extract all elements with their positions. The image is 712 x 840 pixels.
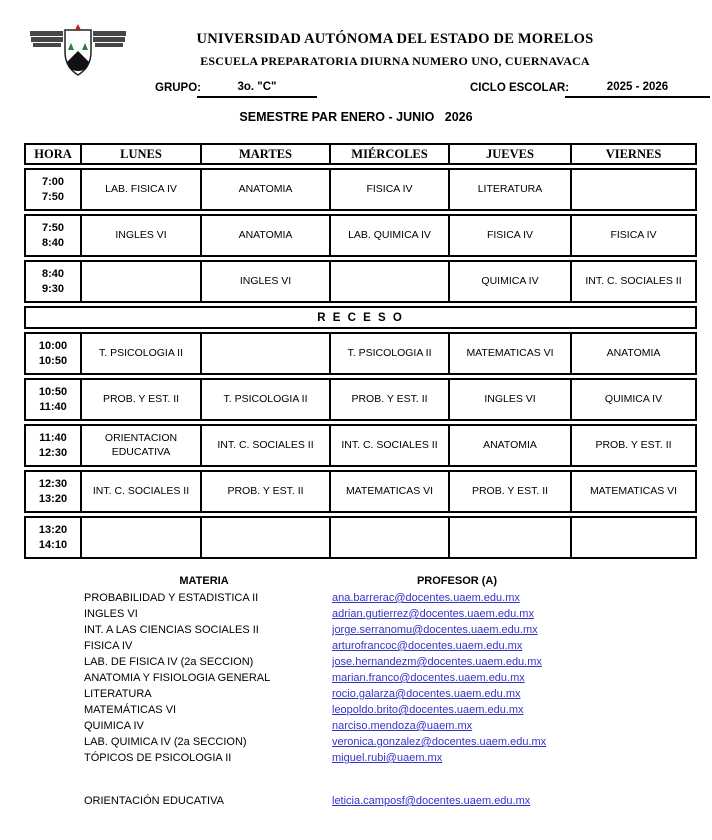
schedule-row [24, 470, 697, 513]
schedule-cell: ANATOMIA [571, 332, 697, 375]
schedule-cell: MATEMATICAS VI [571, 470, 697, 513]
time-cell: 12:30 13:20 [24, 470, 81, 513]
schedule-row [24, 378, 697, 421]
professor-email-link[interactable]: jose.hernandezm@docentes.uaem.edu.mx [332, 656, 542, 668]
faculty-row [0, 704, 712, 720]
faculty-row [0, 672, 712, 688]
schedule-cell: ANATOMIA [201, 214, 330, 257]
schedule-cell: INGLES VI [201, 260, 330, 303]
schedule-cell: PROB. Y EST. II [330, 378, 449, 421]
grupo-label: GRUPO: [155, 82, 201, 94]
schedule-cell [201, 332, 330, 375]
schedule-cell [201, 516, 330, 559]
faculty-list [0, 575, 712, 811]
schedule-row [24, 214, 697, 257]
schedule-table [24, 140, 697, 562]
column-header-hora: HORA [24, 143, 81, 165]
time-cell: 13:20 14:10 [24, 516, 81, 559]
professor-email-link[interactable]: rocio.galarza@docentes.uaem.edu.mx [332, 688, 521, 700]
materia-name: FISICA IV [84, 640, 133, 652]
schedule-cell [571, 516, 697, 559]
schedule-cell: QUIMICA IV [571, 378, 697, 421]
schedule-cell: T. PSICOLOGIA II [201, 378, 330, 421]
schedule-cell [449, 516, 571, 559]
materia-name: ANATOMIA Y FISIOLOGIA GENERAL [84, 672, 271, 684]
materia-name: LAB. DE FISICA IV (2a SECCION) [84, 656, 254, 668]
materia-header: MATERIA [179, 575, 229, 587]
schedule-cell: LAB. QUIMICA IV [330, 214, 449, 257]
schedule-row [24, 168, 697, 211]
schedule-cell: PROB. Y EST. II [449, 470, 571, 513]
column-header-jueves: JUEVES [449, 143, 571, 165]
schedule-cell: MATEMATICAS VI [330, 470, 449, 513]
schedule-cell [571, 168, 697, 211]
professor-email-link[interactable]: veronica.gonzalez@docentes.uaem.edu.mx [332, 736, 547, 748]
time-cell: 10:50 11:40 [24, 378, 81, 421]
schedule-cell: INT. C. SOCIALES II [330, 424, 449, 467]
schedule-cell: FISICA IV [330, 168, 449, 211]
faculty-row [0, 736, 712, 752]
schedule-cell: LITERATURA [449, 168, 571, 211]
schedule-cell: INT. C. SOCIALES II [571, 260, 697, 303]
schedule-cell: FISICA IV [449, 214, 571, 257]
schedule-cell: PROB. Y EST. II [81, 378, 201, 421]
time-cell: 10:00 10:50 [24, 332, 81, 375]
schedule-cell [330, 260, 449, 303]
schedule-cell: INGLES VI [81, 214, 201, 257]
profesor-header: PROFESOR (A) [416, 575, 498, 587]
column-header-miercoles: MIÉRCOLES [330, 143, 449, 165]
faculty-row [0, 640, 712, 656]
crest-left-banner [30, 31, 63, 47]
schedule-cell: ORIENTACION EDUCATIVA [81, 424, 201, 467]
schedule-cell: PROB. Y EST. II [571, 424, 697, 467]
faculty-row [0, 752, 712, 768]
professor-email-link[interactable]: miguel.rubi@uaem.mx [332, 752, 443, 764]
faculty-row [0, 608, 712, 624]
materia-name: LAB. QUIMICA IV (2a SECCION) [84, 736, 247, 748]
column-header-viernes: VIERNES [571, 143, 697, 165]
column-header-lunes: LUNES [81, 143, 201, 165]
faculty-row-orientacion [0, 795, 712, 811]
semester-title: SEMESTRE PAR ENERO - JUNIO 2026 [239, 110, 473, 124]
professor-email-link[interactable]: adrian.gutierrez@docentes.uaem.edu.mx [332, 608, 534, 620]
schedule-row [24, 516, 697, 559]
schedule-cell: INT. C. SOCIALES II [81, 470, 201, 513]
schedule-cell: INGLES VI [449, 378, 571, 421]
professor-email-link[interactable]: leopoldo.brito@docentes.uaem.edu.mx [332, 704, 524, 716]
materia-name: INT. A LAS CIENCIAS SOCIALES II [84, 624, 259, 636]
time-cell: 8:40 9:30 [24, 260, 81, 303]
schedule-cell: LAB. FISICA IV [81, 168, 201, 211]
schedule-cell: ANATOMIA [449, 424, 571, 467]
time-cell: 7:50 8:40 [24, 214, 81, 257]
schedule-cell [330, 516, 449, 559]
schedule-cell: PROB. Y EST. II [201, 470, 330, 513]
professor-email-link[interactable]: jorge.serranomu@docentes.uaem.edu.mx [332, 624, 538, 636]
schedule-cell: MATEMATICAS VI [449, 332, 571, 375]
time-cell: 11:40 12:30 [24, 424, 81, 467]
schedule-cell: FISICA IV [571, 214, 697, 257]
professor-email-link[interactable]: arturofrancoc@docentes.uaem.edu.mx [332, 640, 523, 652]
professor-email-link[interactable]: ana.barrerac@docentes.uaem.edu.mx [332, 592, 520, 604]
schedule-row [24, 260, 697, 303]
crest-bird-icon [75, 24, 81, 30]
ciclo-escolar-value: 2025 - 2026 [565, 81, 710, 98]
materia-name: LITERATURA [84, 688, 152, 700]
faculty-row [0, 720, 712, 736]
schedule-cell: ANATOMIA [201, 168, 330, 211]
schedule-row [24, 332, 697, 375]
materia-name: ORIENTACIÓN EDUCATIVA [84, 795, 224, 807]
schedule-row [24, 424, 697, 467]
professor-email-link[interactable]: marian.franco@docentes.uaem.edu.mx [332, 672, 525, 684]
receso-label: R E C E S O [24, 306, 697, 329]
materia-name: TÓPICOS DE PSICOLOGIA II [84, 752, 232, 764]
time-cell: 7:00 7:50 [24, 168, 81, 211]
schedule-cell [81, 260, 201, 303]
university-crest-logo [30, 24, 126, 78]
schedule-cell: T. PSICOLOGIA II [330, 332, 449, 375]
schedule-cell: T. PSICOLOGIA II [81, 332, 201, 375]
schedule-cell: INT. C. SOCIALES II [201, 424, 330, 467]
ciclo-escolar-label: CICLO ESCOLAR: [470, 82, 570, 94]
receso-row [24, 306, 697, 329]
grupo-value: 3o. "C" [197, 81, 317, 98]
school-name: ESCUELA PREPARATORIA DIURNA NUMERO UNO, CUERNAVACA [200, 54, 590, 68]
materia-name: QUIMICA IV [84, 720, 144, 732]
faculty-row [0, 688, 712, 704]
header-title-block [130, 31, 660, 69]
materia-name: PROBABILIDAD Y ESTADISTICA II [84, 592, 259, 604]
professor-email-link[interactable]: narciso.mendoza@uaem.mx [332, 720, 473, 732]
professor-email-link[interactable]: leticia.camposf@docentes.uaem.edu.mx [332, 795, 531, 807]
materia-name: INGLES VI [84, 608, 138, 620]
schedule-header-row [24, 143, 697, 165]
crest-right-banner [93, 31, 126, 47]
group-cycle-row [0, 81, 712, 101]
faculty-row [0, 624, 712, 640]
faculty-header-row [0, 575, 712, 592]
column-header-martes: MARTES [201, 143, 330, 165]
materia-name: MATEMÁTICAS VI [84, 704, 177, 716]
faculty-row [0, 656, 712, 672]
faculty-row [0, 592, 712, 608]
university-name: UNIVERSIDAD AUTÓNOMA DEL ESTADO DE MORELOS [196, 31, 594, 47]
schedule-cell [81, 516, 201, 559]
schedule-cell: QUIMICA IV [449, 260, 571, 303]
